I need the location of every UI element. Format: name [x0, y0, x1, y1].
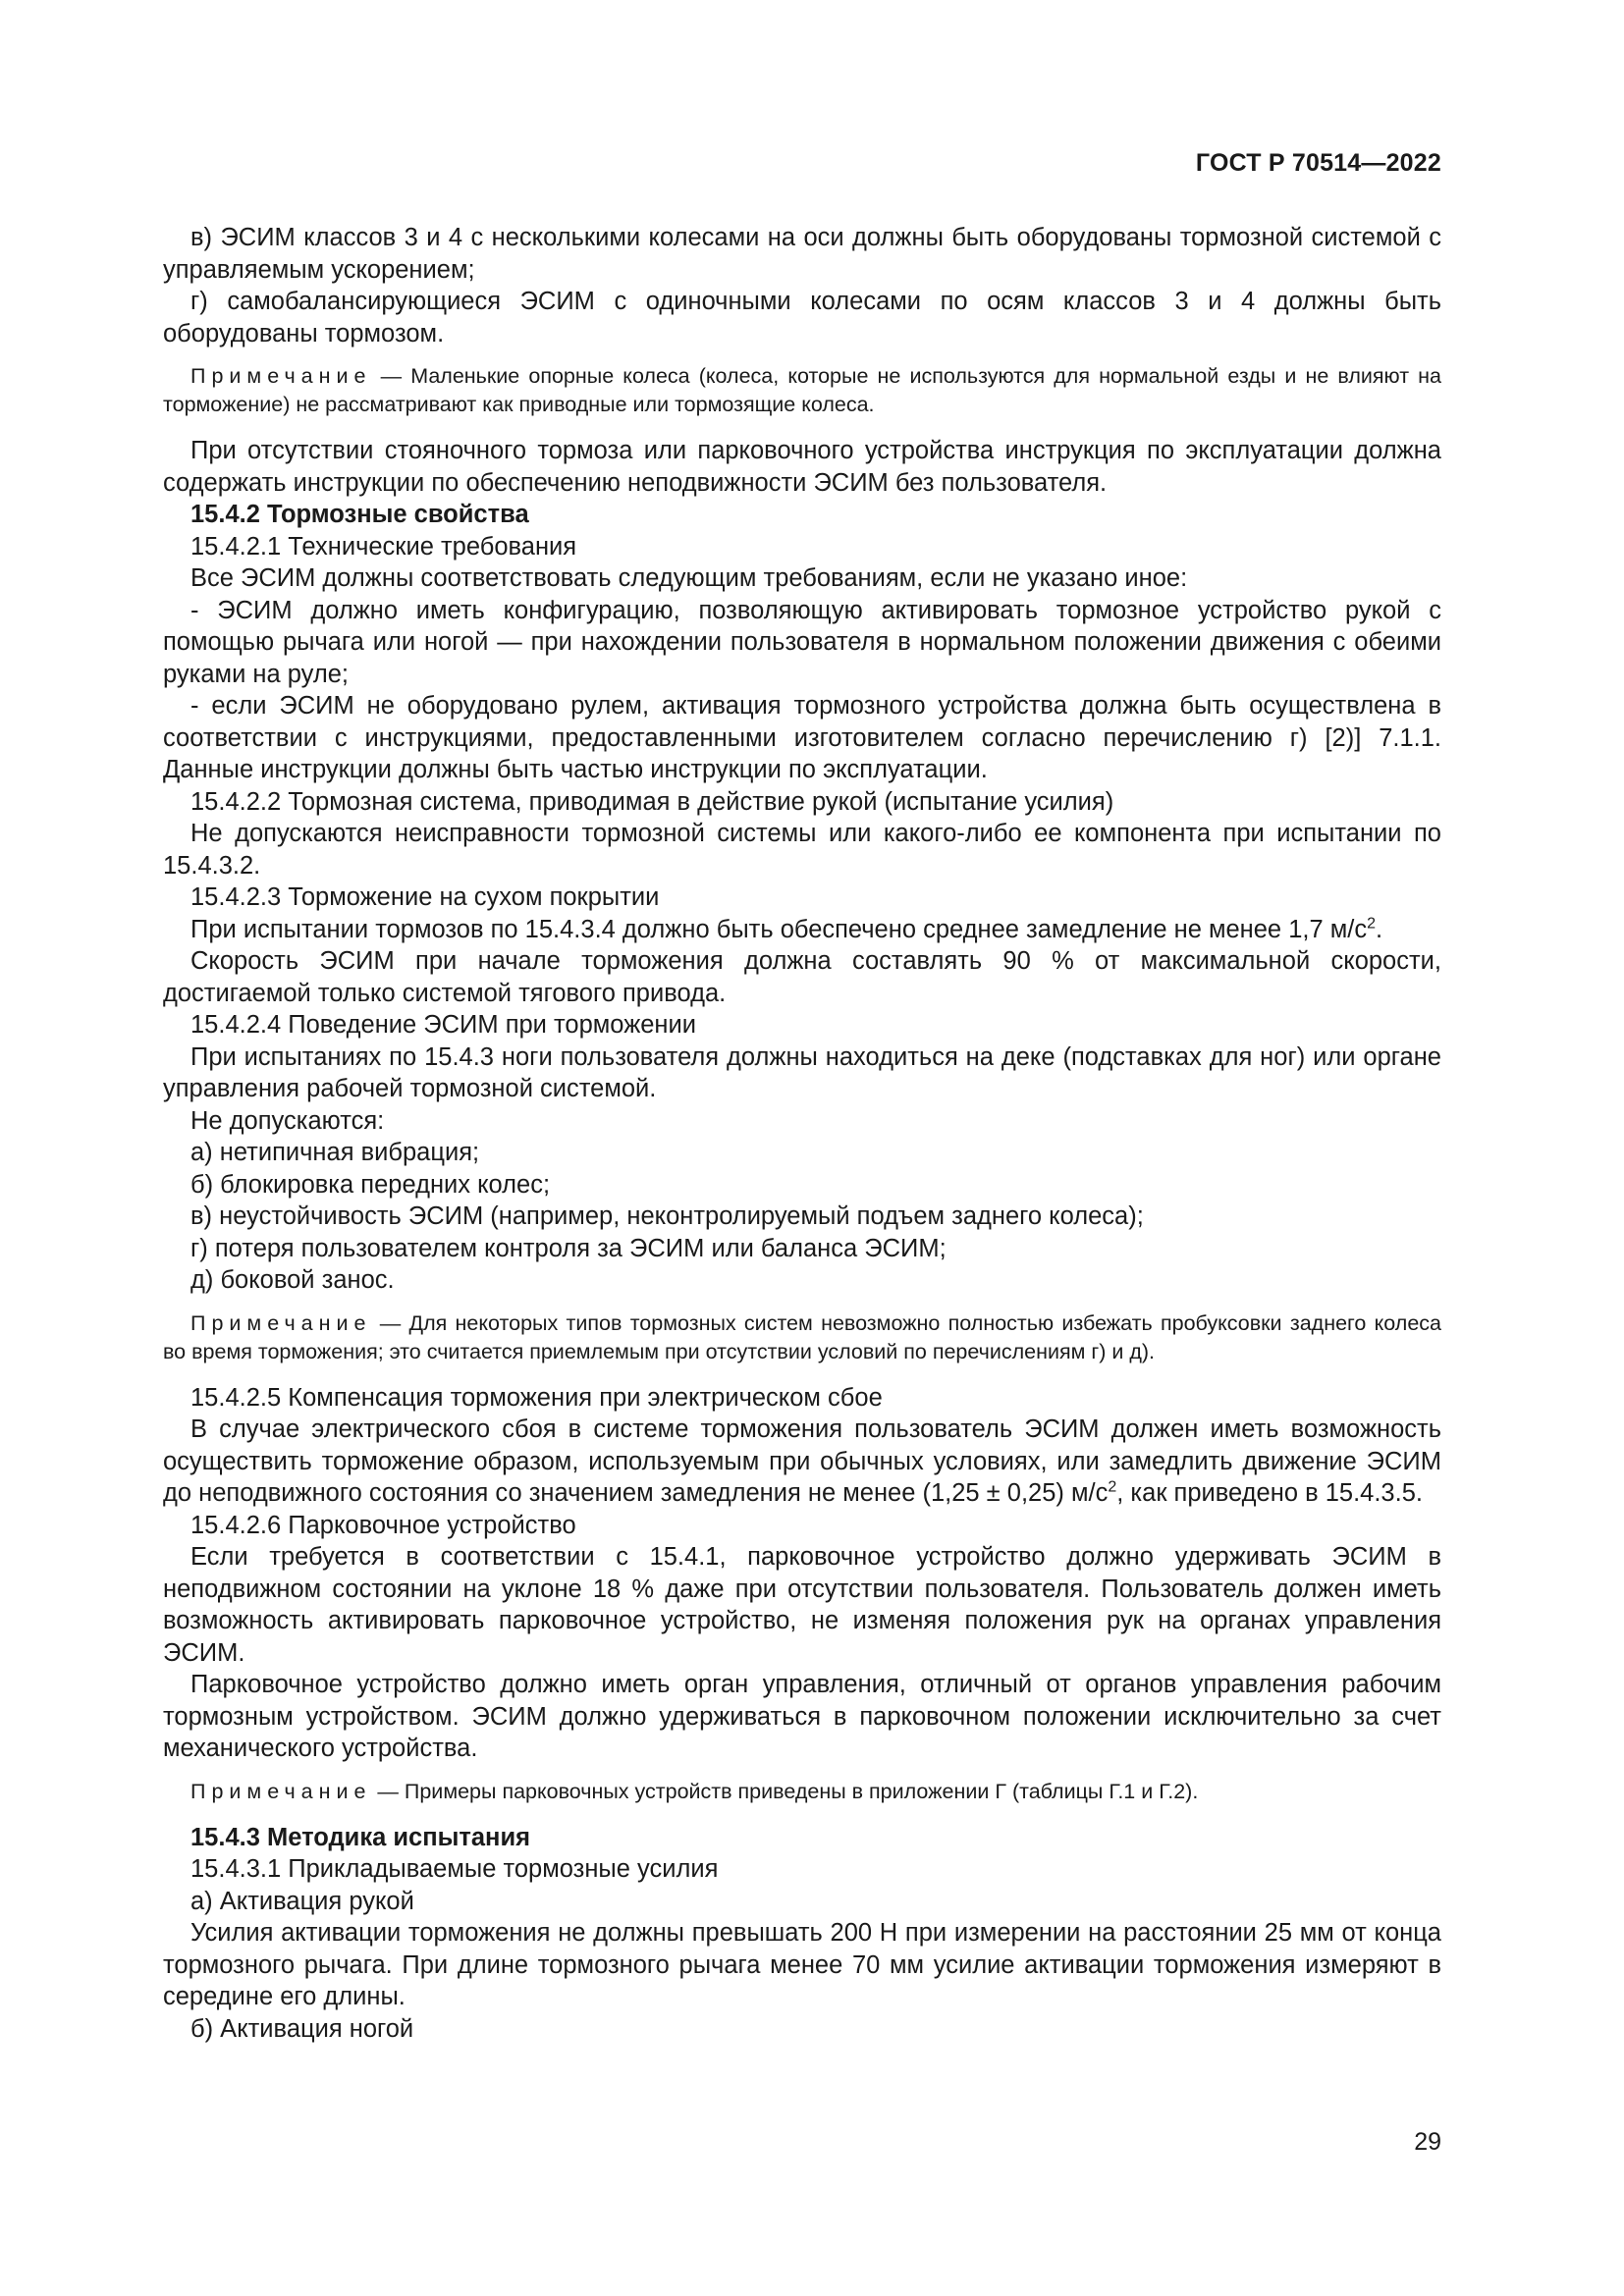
subsection-heading-15-4-2-6: 15.4.2.6 Парковочное устройство	[190, 1511, 576, 1539]
page-number: 29	[1414, 2128, 1441, 2156]
section-heading-15-4-3: 15.4.3 Методика испытания	[190, 1823, 531, 1851]
paragraph-list-item-v: в) ЭСИМ классов 3 и 4 с несколькими колесами на оси должны быть оборудованы тормозной системой с управляемым ускорением;	[163, 224, 1441, 284]
paragraph-parking: При отсутствии стояночного тормоза или парковочного устройства инструкция по эксплуатации должна содержать инструкции по обеспечению неподвижности ЭСИМ без пользователя.	[163, 437, 1441, 497]
paragraph-dash-item-2: - если ЭСИМ не оборудовано рулем, активация тормозного устройства должна быть осуществлена в соответствии с инструкциями, предоставленными изготовителем согласно перечислению г) [2)] 7.1.1. Данные инструкции должны быть частью инструкции по эксплуатации.	[163, 692, 1441, 783]
document-header: ГОСТ Р 70514—2022	[1195, 149, 1441, 177]
note-3	[163, 1778, 1441, 1806]
paragraph-foot-activation: б) Активация ногой	[190, 2014, 414, 2043]
subsection-heading-15-4-2-1: 15.4.2.1 Технические требования	[190, 532, 577, 561]
paragraph-activation-force: Усилия активации торможения не должны превышать 200 Н при измерении на расстоянии 25 мм от конца тормозного рычага. При длине тормозного рычага менее 70 мм усилие активации торможения измеряют в середине его длины.	[163, 1919, 1441, 2010]
list-item-b: б) блокировка передних колес;	[190, 1170, 551, 1199]
paragraph-not-allowed: Не допускаются:	[190, 1106, 385, 1135]
list-item-d: д) боковой занос.	[190, 1266, 395, 1294]
subsection-heading-15-4-2-5: 15.4.2.5 Компенсация торможения при электрическом сбое	[190, 1383, 883, 1412]
note-text: — Маленькие опорные колеса (колеса, которые не используются для нормальной езды и не влияют на торможение) не рассматривают как приводные или тормозящие колеса.	[163, 364, 1441, 416]
paragraph-parking-device-1: Если требуется в соответствии с 15.4.1, парковочное устройство должно удерживать ЭСИМ в неподвижном состоянии на уклоне 18 % даже при отсутствии пользователя. Пользователь должен иметь возможность активировать парковочное устройство, не изменяя положения рук на органах управления ЭСИМ.	[163, 1543, 1441, 1667]
paragraph-deceleration	[163, 914, 1441, 946]
list-item-g: г) потеря пользователем контроля за ЭСИМ или баланса ЭСИМ;	[190, 1234, 947, 1262]
note-label: Примечание	[190, 364, 372, 388]
subsection-heading-15-4-2-2: 15.4.2.2 Тормозная система, приводимая в действие рукой (испытание усилия)	[190, 787, 1114, 816]
electrical-failure-text: В случае электрического сбоя в системе торможения пользователь ЭСИМ должен иметь возможность осуществить торможение образом, используемым при обычных условиях, или замедлить движение ЭСИМ до неподвижного состояния со значением замедления не менее (1,25 ± 0,25) м/с	[163, 1415, 1441, 1507]
paragraph-requirements-intro: Все ЭСИМ должны соответствовать следующим требованиям, если не указано иное:	[190, 564, 1188, 592]
list-item-a: а) нетипичная вибрация;	[190, 1139, 480, 1166]
paragraph-hand-activation: а) Активация рукой	[190, 1887, 414, 1915]
note-text: — Примеры парковочных устройств приведены в приложении Г (таблицы Г.1 и Г.2).	[371, 1779, 1199, 1803]
subsection-heading-15-4-2-4: 15.4.2.4 Поведение ЭСИМ при торможении	[190, 1011, 697, 1039]
deceleration-text: При испытании тормозов по 15.4.3.4 должно быть обеспечено среднее замедление не менее 1,7 м/с	[190, 915, 1368, 943]
paragraph-speed: Скорость ЭСИМ при начале торможения должна составлять 90 % от максимальной скорости, достигаемой только системой тягового привода.	[163, 947, 1441, 1007]
list-item-v: в) неустойчивость ЭСИМ (например, неконтролируемый подъем заднего колеса);	[190, 1202, 1144, 1230]
superscript-2: 2	[1367, 915, 1377, 932]
subsection-heading-15-4-2-3: 15.4.2.3 Торможение на сухом покрытии	[190, 883, 660, 911]
paragraph-parking-device-2: Парковочное устройство должно иметь орган управления, отличный от органов управления рабочим тормозным устройством. ЭСИМ должно удерживаться в парковочном положении исключительно за счет механического устройства.	[163, 1671, 1441, 1762]
paragraph-list-item-g: г) самобалансирующиеся ЭСИМ с одиночными колесами по осям классов 3 и 4 должны быть оборудованы тормозом.	[163, 288, 1441, 347]
paragraph-feet: При испытаниях по 15.4.3 ноги пользователя должны находиться на деке (подставках для ног) или органе управления рабочей тормозной системой.	[163, 1042, 1441, 1102]
document-body	[163, 222, 1441, 2045]
section-heading-15-4-2: 15.4.2 Тормозные свойства	[190, 501, 529, 528]
superscript-2: 2	[1108, 1478, 1117, 1496]
paragraph-electrical-failure	[163, 1414, 1441, 1510]
subsection-heading-15-4-3-1: 15.4.3.1 Прикладываемые тормозные усилия	[190, 1855, 719, 1883]
electrical-failure-tail: , как приведено в 15.4.3.5.	[1116, 1479, 1423, 1507]
paragraph-dash-item-1: - ЭСИМ должно иметь конфигурацию, позволяющую активировать тормозное устройство рукой с помощью рычага или ногой — при нахождении пользователя в нормальном положении движения с обеими руками на руле;	[163, 596, 1441, 688]
note-label: Примечание	[190, 1310, 372, 1335]
note-2	[163, 1309, 1441, 1366]
note-label: Примечание	[190, 1779, 372, 1803]
note-1	[163, 362, 1441, 419]
paragraph-faults: Не допускаются неисправности тормозной системы или какого-либо ее компонента при испытании по 15.4.3.2.	[163, 820, 1441, 880]
period: .	[1376, 915, 1383, 943]
note-text: — Для некоторых типов тормозных систем невозможно полностью избежать пробуксовки заднего колеса во время торможения; это считается приемлемым при отсутствии условий по перечислениям г) и д).	[163, 1310, 1441, 1363]
